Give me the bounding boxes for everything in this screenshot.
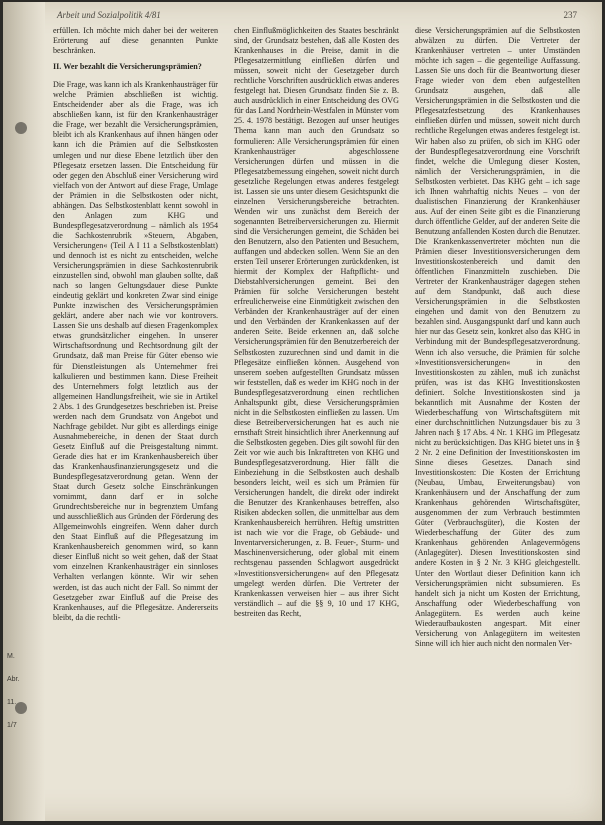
- margin-note: 11.: [7, 699, 17, 706]
- text-column-3: [415, 26, 580, 816]
- section-heading: II. Wer bezahlt die Versicherungsprämien?: [53, 62, 202, 72]
- intro-paragraph: erfüllen. Ich möchte mich daher bei der weiteren Erörterung auf diese genannten Punkte beschränken.: [53, 26, 218, 56]
- running-header: [57, 10, 577, 24]
- punch-hole: [15, 122, 27, 134]
- document-page: [3, 2, 602, 821]
- page-number: 237: [563, 10, 577, 20]
- text-column-1: [53, 26, 218, 816]
- margin-note: 1/7: [7, 722, 17, 729]
- body-paragraph: chen Einflußmöglichkeiten des Staates beschränkt sind, der Grundsatz bestehen, daß alle Kosten des Krankenhauses in die Preise, damit in die Pflegesatzermittlung einfließen dürfen und müssen, soweit nicht der Gesetzgeber durch rechtliche Vorschriften ausdrücklich etwas anderes festgelegt hat. Diesen Grundsatz finden Sie z. B. auch ausdrücklich in einer Entscheidung des OVG für das Land Nordrhein-Westfalen in Münster vom 25. 4. 1978 bestätigt. Bezogen auf unser heutiges Thema kann man auch den Grundsatz so formulieren: Alle Versicherungsprämien für einen Krankenhausträger abgeschlossene Versicherungen dürfen und müssen in die Pflegesatzbemessung eingehen, soweit nicht durch gesetzliche Regelungen etwas anderes festgelegt ist. Lassen sie uns unter diesem Gesichtspunkt die einzelnen Versicherungsbereiche betrachten. Wenden wir uns zunächst dem Bereich der sogenannten Betreiberversicherungen zu. Hiermit sind die Versicherungen gemeint, die Schäden bei den Benutzern, also den Patienten und Besuchern, auffangen und abdecken sollen. Wenn Sie an den ersten Teil unserer Erörterungen zurückdenken, ist hiermit der Komplex der Haftpflicht- und Diebstahlversicherungen gemeint. Bei den Prämien für solche Versicherungen besteht erfreulicherweise eine Einmütigkeit zwischen den Verbänden der Krankenhausträger auf der einen und den Verbänden der Krankenkassen auf der anderen Seite. Beide erkennen an, daß solche Versicherungsprämien für den Benutzerbereich der Selbstkosten zuzurechnen sind und damit in die Pflegesätze einfließen können. Ausgehend von unserem soeben aufgestellten Grundsatz müssen wir feststellen, daß es weder im KHG noch in der Bundespflegesatzverordnung einen rechtlichen Anhaltspunkt gibt, diese Versicherungsprämien nicht in die Selbstkosten einfließen zu lassen. Um diese Betreiberversicherungen hat es auch nie ernsthaft Streit hinsichtlich ihrer Anerkennung auf die Selbstkosten gegeben. Dies gilt sowohl für den Zeit vor wie auch bis Inkrafttreten von KHG und Bundespflegesatzverordnung. Hier fällt die Einbeziehung in die Selbstkosten auch deshalb besonders leicht, weil es sich um Prämien für Versicherungen handelt, die direkt oder indirekt die Benutzer des Krankenhauses betreffen, also Risiken abdecken sollen, die unmittelbar aus dem Krankenhausbereich herrühren. Heftig umstritten ist nach wie vor die Frage, ob Gebäude- und Inventarversicherungen, z. B. Feuer-, Sturm- und Maschinenversicherung, oder global mit einem rechtsgenau passenden Schlagwort ausgedrückt »Investitionsversicherungen« auf den Pflegesatz umgelegt werden dürfen. Die Vertreter der Krankenkassen verweisen hier – aus ihrer Sicht verständlich – auf die §§ 9, 10 und 17 KHG, bestreiten das Recht,: [234, 26, 399, 618]
- margin-notes: [7, 652, 43, 744]
- margin-note: M.: [7, 653, 15, 660]
- margin-note: Abr.: [7, 676, 20, 683]
- running-title: Arbeit und Sozialpolitik 4/81: [57, 10, 161, 20]
- body-paragraph: diese Versicherungsprämien auf die Selbstkosten abwälzen zu dürfen. Die Vertreter der Krankenhäuser vertreten – unter Umständen möchte ich sagen – die gegenteilige Auffassung. Lassen Sie uns doch für die Beantwortung dieser Frage wieder von dem eben aufgestellten Grundsatz ausgehen, daß alle Versicherungsprämien in die Selbstkosten und die Pflegesatzfestsetzung des Krankenhauses einfließen dürfen und müssen, soweit nicht durch rechtliche Regelungen etwas anderes festgelegt ist. Wir haben also zu prüfen, ob sich im KHG oder der Bundespflegesatzverordnung eine Vorschrift findet, welche die Umlegung dieser Kosten, nämlich der Versicherungsprämien, in die Selbstkosten verbietet. Das KHG geht – ich sage ich Ihnen wahrhaftig nichts Neues – von der dualistischen Finanzierung der Krankenhäuser aus. Auf der einen Seite gibt es die Finanzierung durch öffentliche Gelder, auf der anderen Seite die Benutzung anfallenden Kosten durch die Benutzer. Die Krankenkassenvertreter möchten nun die Prämien dieser Investitionsversicherungen dem Investitionskostenbereich und damit den öffentlichen Finanzmitteln zuschieben. Die Vertreter der Krankenhausträger dagegen stehen auf dem Standpunkt, daß auch diese Versicherungsprämien in die Selbstkosten eingehen und damit von den Benutzern zu bezahlen sind. Ausgangspunkt darf und kann auch hier nur das Gesetz sein, konkret also das KHG in Verbindung mit der Bundespflegesatzverordnung. Wenn ich also versuche, die Prämien für solche »Investitionsversicherungen« in den Investitionskosten zu zählen, muß ich zunächst prüfen, was ist das KHG Investitionskosten definiert. Solche Investitionskosten sind ja bekanntlich mit Ausnahme der Kosten der Wiederbeschaffung von Wirtschaftsgütern mit einer durchschnittlichen Nutzungsdauer bis zu 3 Jahren nach § 17 Abs. 4 Nr. 1 KHG im Pflegesatz nicht zu berücksichtigen. Das KHG bietet uns in § 2 Nr. 2 eine Definition der Investitionskosten im Sinne dieses Gesetzes. Danach sind Investitionskosten: Die Kosten der Errichtung (Neubau, Umbau, Erweiterungsbau) von Krankenhäusern und der Anschaffung der zum Krankenhaus gehörenden Wirtschaftsgüter, ausgenommen der zum Verbrauch bestimmten Güter (Verbrauchsgüter), die Kosten der Wiederbeschaffung der Güter des zum Krankenhaus gehörenden Anlagevermögens (Anlagegüter). Diesen Investitionskosten sind andere Kosten in § 2 Nr. 3 KHG gleichgestellt. Unter den Wortlaut dieser Definition kann ich Versicherungsprämien nicht subsumieren. Es handelt sich ja nicht um Kosten der Errichtung, Anschaffung oder Wiederbeschaffung von Anlagegütern. Es werden auch keine Wiederaufbaukosten angespart. Mit einer Versicherung von Anlagegütern im weitesten Sinne will ich hier auch nicht den normalen Ver-: [415, 26, 580, 648]
- body-paragraph: Die Frage, was kann ich als Krankenhausträger für welche Prämien abschließen ist wichtig. Entscheidender aber als die Frage, was ich abschließen kann, ist für den Krankenhausträger die Frage, wer bezahlt die Versicherungsprämien, bleibt ich als Krankenhaus auf ihnen hängen oder kann ich die Prämien auf die Selbstkosten umlegen und nur diese Ebene letztlich über den Pflegesatz ersetzen lassen. Die Entscheidung für oder gegen den Abschluß einer Versicherung wird vielfach von der Antwort auf diese Frage, Umlage der Prämien in die Selbstkosten oder nicht, abhängen. Das Selbstkostenblatt kennt sowohl in den Anlagen zum KHG und Bundespflegesatzverordnung – nämlich als 1954 die Sachkostenrubrik »Steuern, Abgaben, Versicherungen« (Teil A I 11 a Selbstkostenblatt) und dennoch ist es nicht zu entscheiden, welche Versicherungsprämien in diese Sachkostenrubrik einzustellen sind, obwohl man glauben sollte, daß nach so langen Geltungsdauer diese Punkte eindeutig geklärt und konkreten Zwar sind einige Punkte inzwischen des Versicherungsprämien geklärt, andere aber nach wie vor kontrovers. Lassen Sie uns deshalb auf diesen Fragenkomplex etwas grundsätzlicher eingehen. In unserer Wirtschaftsordnung und Rechtsordnung gilt der Grundsatz, daß man Preise für Güter ebenso wie für Dienstleistungen als Unternehmer frei kalkulieren und bestimmen kann. Diese Freiheit des Unternehmers folgt letztlich aus der allgemeinen Handlungsfreiheit, wie sie in Artikel 2 Abs. 1 des Grundgesetzes beschrieben ist. Preise werden nach dem Grundsatz von Angebot und Nachfrage gebildet. Nur gibt es allerdings einige Ausnahmebereiche, in denen der Staat durch Gesetz Einfluß auf die Preisgestaltung nimmt. Gerade dies hat er im Krankenhausbereich über das Krankenhausfinanzierungsgesetz und die Bundespflegesatzverordnung getan. Wenn der Staat durch Gesetz solche Einschränkungen vornimmt, dann darf er in solche Grundrechtsbereiche nur in begrenztem Umfang und ausschließlich aus Gründen der Förderung des Allgemeinwohls eingreifen. Wenn daher durch den Staat Einfluß auf die Pflegesatzung im Krankenhausbereich genommen wird, so kann dieser Einfluß nicht so weit gehen, daß der Staat vom einzelnen Krankenhausträger ein sinnloses Verhalten verlangen könnte. Wir wir sehen werden, ist das auch nicht der Fall. So nimmt der Gesetzgeber zwar Einfluß auf die Preise des Krankenhauses, auf die Pflegesätze. Andererseits bleibt, da die rechtli-: [53, 80, 218, 622]
- text-column-2: [234, 26, 399, 816]
